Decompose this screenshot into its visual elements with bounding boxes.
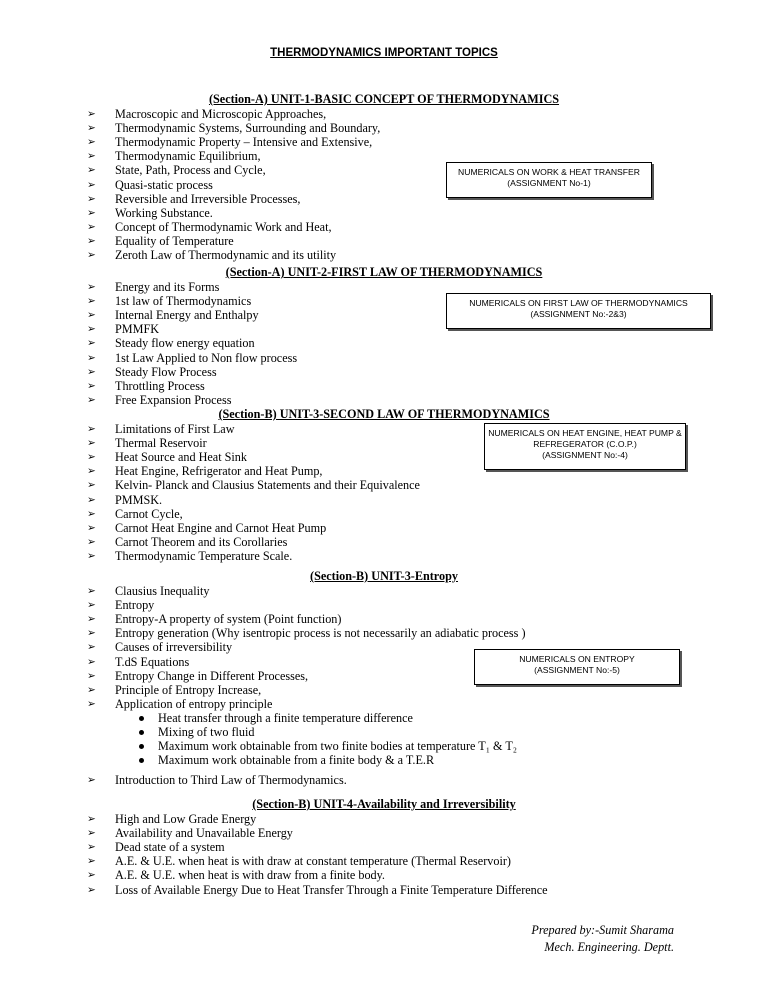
footer-department: Mech. Engineering. Deptt. [544, 940, 674, 954]
arrow-bullet-icon: ➢ [87, 249, 96, 261]
arrow-bullet-icon: ➢ [87, 323, 96, 336]
arrow-bullet-icon: ➢ [87, 136, 96, 149]
list-item: Carnot Cycle, [115, 506, 183, 521]
list-item: Introduction to Third Law of Thermodynamics. [115, 773, 347, 787]
list-item: 1st law of Thermodynamics [115, 294, 252, 309]
list-item: PMMSK. [115, 492, 163, 507]
list-item: Availability and Unavailable Energy [115, 826, 293, 841]
list-item: Equality of Temperature [115, 233, 234, 248]
list-item: Thermodynamic Systems, Surrounding and Boundary, [115, 121, 381, 136]
arrow-bullet-icon: ➢ [87, 465, 96, 478]
arrow-bullet-icon: ➢ [87, 451, 96, 464]
arrow-bullet-icon: ➢ [87, 281, 96, 293]
assignment-box-line: REFREGERATOR (C.O.P.) [533, 439, 637, 449]
list-item: Loss of Available Energy Due to Heat Transfer Through a Finite Temperature Difference [115, 882, 548, 897]
footer-author: Prepared by:-Sumit Sharama [531, 923, 674, 937]
list-item: Thermodynamic Temperature Scale. [115, 548, 293, 563]
arrow-bullet-icon: ➢ [87, 192, 96, 205]
list-item: Thermal Reservoir [115, 436, 207, 451]
assignment-box [446, 293, 711, 329]
dot-bullet-icon [139, 744, 144, 749]
assignment-box [474, 649, 680, 685]
assignment-box-line: NUMERICALS ON FIRST LAW OF THERMODYNAMICS [469, 298, 688, 308]
list-item: Reversible and Irreversible Processes, [115, 191, 301, 206]
arrow-bullet-icon: ➢ [87, 774, 96, 786]
list-item: A.E. & U.E. when heat is with draw at constant temperature (Thermal Reservoir) [115, 854, 511, 869]
arrow-bullet-icon: ➢ [87, 493, 96, 506]
arrow-bullet-icon: ➢ [87, 206, 96, 219]
list-item: PMMFK [115, 322, 160, 337]
arrow-bullet-icon: ➢ [87, 351, 96, 364]
arrow-bullet-icon: ➢ [87, 535, 96, 548]
arrow-bullet-icon: ➢ [87, 479, 96, 492]
sub-list-item: Maximum work obtainable from two finite bodies at temperature T₁ & T₂ [158, 739, 518, 754]
section-heading: (Section-A) UNIT-2-FIRST LAW OF THERMODYNAMICS [225, 265, 543, 279]
arrow-bullet-icon: ➢ [87, 883, 96, 896]
list-item: State, Path, Process and Cycle, [115, 163, 266, 178]
assignment-box-line: (ASSIGNMENT No-1) [507, 178, 591, 188]
arrow-bullet-icon: ➢ [87, 855, 96, 868]
list-item: Entropy [115, 598, 155, 613]
list-item: Heat Engine, Refrigerator and Heat Pump, [115, 464, 323, 479]
assignment-box-line: (ASSIGNMENT No:-5) [534, 665, 620, 675]
arrow-bullet-icon: ➢ [87, 295, 96, 308]
sub-list-item: Mixing of two fluid [158, 725, 255, 739]
list-item: Steady Flow Process [115, 364, 217, 379]
arrow-bullet-icon: ➢ [87, 507, 96, 520]
sub-list-item: Maximum work obtainable from a finite body & a T.E.R [158, 753, 435, 768]
list-item: Entropy-A property of system (Point function) [115, 612, 342, 627]
list-item: High and Low Grade Energy [115, 812, 257, 826]
list-item: Carnot Theorem and its Corollaries [115, 534, 288, 549]
arrow-bullet-icon: ➢ [87, 393, 96, 406]
arrow-bullet-icon: ➢ [87, 164, 96, 177]
arrow-bullet-icon: ➢ [87, 627, 96, 640]
arrow-bullet-icon: ➢ [87, 379, 96, 392]
arrow-bullet-icon: ➢ [87, 869, 96, 882]
list-item: Concept of Thermodynamic Work and Heat, [115, 219, 332, 234]
list-item: T.dS Equations [115, 654, 190, 669]
arrow-bullet-icon: ➢ [87, 337, 96, 350]
assignment-box [484, 423, 686, 470]
list-item: Limitations of First Law [115, 422, 235, 436]
section-heading: (Section-A) UNIT-1-BASIC CONCEPT OF THERMODYNAMICS [208, 92, 560, 106]
assignment-box-line: (ASSIGNMENT No:-4) [542, 450, 628, 460]
list-item: Quasi-static process [115, 177, 213, 192]
list-item: Application of entropy principle [115, 696, 273, 711]
section-heading: (Section-B) UNIT-3-SECOND LAW OF THERMODYNAMICS [218, 407, 550, 421]
list-item: Thermodynamic Property – Intensive and Extensive, [115, 135, 373, 150]
assignment-box-line: NUMERICALS ON ENTROPY [519, 654, 635, 664]
list-item: Throttling Process [115, 378, 205, 393]
arrow-bullet-icon: ➢ [87, 549, 96, 562]
arrow-bullet-icon: ➢ [87, 365, 96, 378]
list-item: Heat Source and Heat Sink [115, 450, 247, 465]
assignment-box-line: (ASSIGNMENT No:-2&3) [530, 309, 627, 319]
list-item: Working Substance. [115, 205, 213, 220]
list-item: Steady flow energy equation [115, 336, 255, 351]
arrow-bullet-icon: ➢ [87, 599, 96, 612]
arrow-bullet-icon: ➢ [87, 220, 96, 233]
arrow-bullet-icon: ➢ [87, 655, 96, 668]
list-item: Macroscopic and Microscopic Approaches, [115, 107, 327, 121]
list-item: 1st Law Applied to Non flow process [115, 350, 298, 365]
assignment-box-line: NUMERICALS ON WORK & HEAT TRANSFER [458, 167, 640, 177]
list-item: Zeroth Law of Thermodynamic and its utility [115, 248, 337, 262]
dot-bullet-icon [139, 730, 144, 735]
dot-bullet-icon [139, 758, 144, 763]
arrow-bullet-icon: ➢ [87, 234, 96, 247]
list-item: Entropy Change in Different Processes, [115, 668, 309, 683]
section-heading: (Section-B) UNIT-3-Entropy [310, 569, 458, 583]
arrow-bullet-icon: ➢ [87, 423, 96, 435]
list-item: Dead state of a system [115, 840, 225, 855]
list-item: Clausius Inequality [115, 584, 210, 598]
page-title: THERMODYNAMICS IMPORTANT TOPICS [270, 47, 498, 59]
arrow-bullet-icon: ➢ [87, 841, 96, 854]
dot-bullet-icon [139, 716, 144, 721]
list-item: Entropy generation (Why isentropic process is not necessarily an adiabatic process ) [115, 626, 526, 641]
arrow-bullet-icon: ➢ [87, 521, 96, 534]
list-item: Carnot Heat Engine and Carnot Heat Pump [115, 520, 327, 535]
list-item: Thermodynamic Equilibrium, [115, 149, 261, 164]
arrow-bullet-icon: ➢ [87, 813, 96, 825]
arrow-bullet-icon: ➢ [87, 437, 96, 450]
list-item: Internal Energy and Enthalpy [115, 308, 259, 323]
arrow-bullet-icon: ➢ [87, 309, 96, 322]
section-heading: (Section-B) UNIT-4-Availability and Irreversibility [252, 797, 516, 811]
list-item: Energy and its Forms [115, 280, 220, 294]
assignment-box-line: NUMERICALS ON HEAT ENGINE, HEAT PUMP & [488, 428, 682, 438]
arrow-bullet-icon: ➢ [87, 178, 96, 191]
arrow-bullet-icon: ➢ [87, 613, 96, 626]
list-item: Kelvin- Planck and Clausius Statements and their Equivalence [115, 478, 420, 493]
arrow-bullet-icon: ➢ [87, 669, 96, 682]
arrow-bullet-icon: ➢ [87, 827, 96, 840]
arrow-bullet-icon: ➢ [87, 683, 96, 696]
arrow-bullet-icon: ➢ [87, 122, 96, 135]
list-item: Principle of Entropy Increase, [115, 682, 262, 697]
list-item: Free Expansion Process [115, 392, 232, 407]
arrow-bullet-icon: ➢ [87, 697, 96, 710]
arrow-bullet-icon: ➢ [87, 641, 96, 654]
sub-list-item: Heat transfer through a finite temperature difference [158, 710, 413, 725]
arrow-bullet-icon: ➢ [87, 585, 96, 597]
assignment-box [446, 162, 652, 198]
list-item: Causes of irreversibility [115, 640, 233, 655]
arrow-bullet-icon: ➢ [87, 108, 96, 120]
arrow-bullet-icon: ➢ [87, 150, 96, 163]
list-item: A.E. & U.E. when heat is with draw from a finite body. [115, 868, 385, 883]
